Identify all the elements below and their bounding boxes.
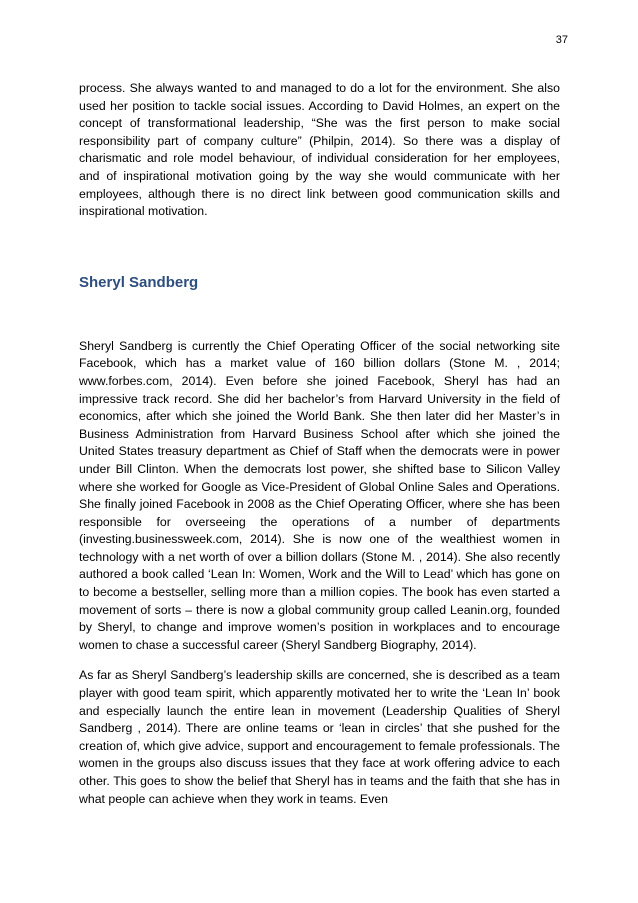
paragraph-intro: process. She always wanted to and managed to do a lot for the environment. She also used her position to tackle social issues. According to David Holmes, an expert on the concept of transformational leadership, “She was the first person to make social responsibility part of company culture” (Philpin, 2014). So there was a display of charismatic and role model behaviour, of individual consideration for her employees, and of inspirational motivation going by the way she would communicate with her employees, although there is no direct link between good communication skills and inspirational motivation.: [79, 81, 560, 219]
section-heading: Sheryl Sandberg: [79, 273, 199, 291]
paragraph-leadership: As far as Sheryl Sandberg’s leadership skills are concerned, she is described as a team player with good team spirit, which apparently motivated her to write the ‘Lean In’ book and especially launch the entire lean in movement (Leadership Qualities of Sheryl Sandberg , 2014). There are online teams or ‘lean in circles’ that she pushed for the creation of, which give advice, support and encouragement to female professionals. The women in the groups also discuss issues that they face at work offering advice to each other. This goes to show the belief that Sheryl has in teams and the faith that she has in what people can achieve when they work in teams. Even: [79, 668, 560, 806]
page-body: [79, 80, 560, 808]
paragraph-biography: Sheryl Sandberg is currently the Chief Operating Officer of the social networking site Facebook, which has a market value of 160 billion dollars (Stone M. , 2014; www.forbes.com, 2014). Even before she joined Facebook, Sheryl has had an impressive track record. She did her bachelor’s from Harvard University in the field of economics, after which she joined the World Bank. She then later did her Master’s in Business Administration from Harvard Business School after which she joined the United States treasury department as Chief of Staff when the democrats were in power under Bill Clinton. When the democrats lost power, she shifted base to Silicon Valley where she worked for Google as Vice-President of Global Online Sales and Operations. She finally joined Facebook in 2008 as the Chief Operating Officer, where she has been responsible for overseeing the operations of a number of departments (investing.businessweek.com, 2014). She is now one of the wealthiest women in technology with a net worth of over a billion dollars (Stone M. , 2014). She also recently authored a book called ‘Lean In: Women, Work and the Will to Lead’ which has gone on to become a bestseller, selling more than a million copies. The book has even started a movement of sorts – there is now a global community group called Leanin.org, founded by Sheryl, to change and improve women’s position in workplaces and to encourage women to chase a successful career (Sheryl Sandberg Biography, 2014).: [79, 338, 560, 652]
page-number: 37: [555, 34, 568, 46]
